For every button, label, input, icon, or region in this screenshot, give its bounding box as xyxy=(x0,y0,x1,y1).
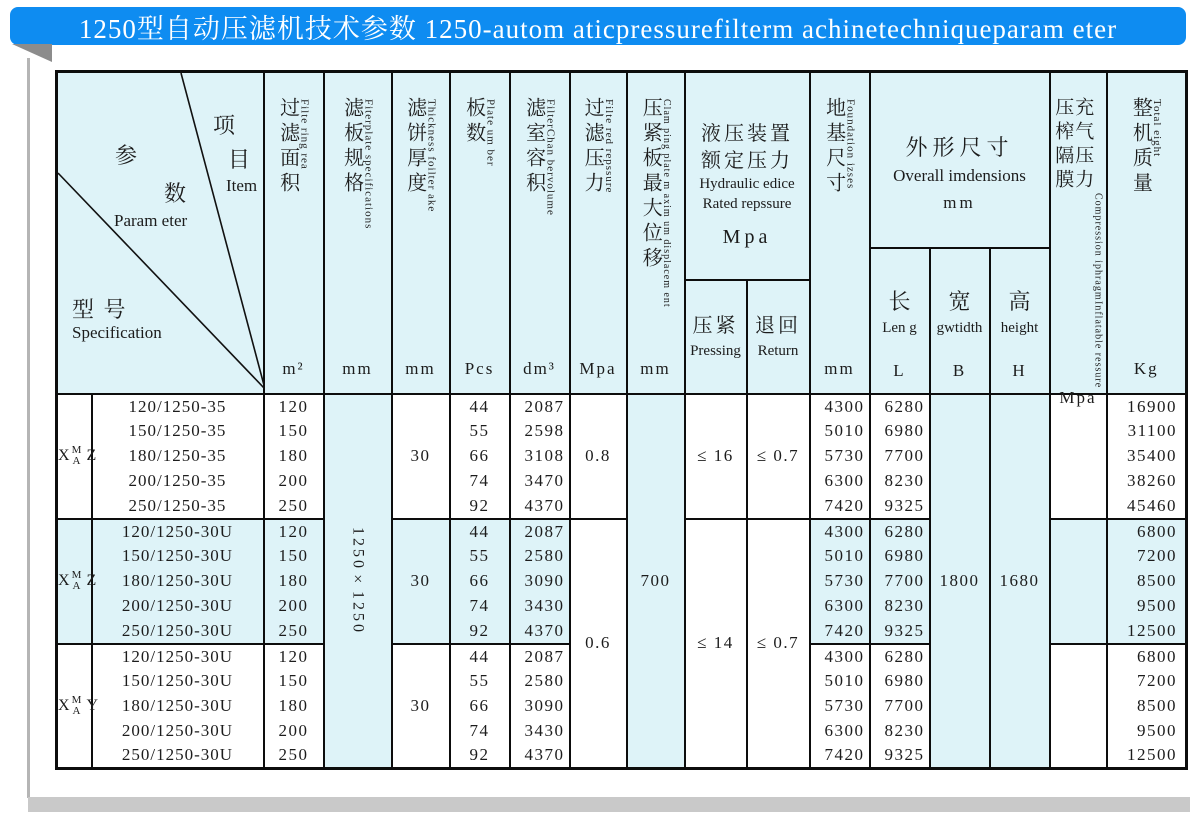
plates-cell: 55 xyxy=(450,544,510,569)
length-cell: 6980 xyxy=(870,544,930,569)
plates-cell: 74 xyxy=(450,469,510,494)
unit-label: m² xyxy=(282,359,305,378)
area-cell: 120 xyxy=(264,394,324,419)
foundation-cell: 5730 xyxy=(810,694,870,719)
length-cell: 7700 xyxy=(870,569,930,594)
weight-cell: 6800 xyxy=(1107,644,1187,669)
width-cell: 1800 xyxy=(930,394,990,769)
model-cell: 120/1250-35 xyxy=(92,394,264,419)
return-cell: ≤ 0.7 xyxy=(747,519,810,769)
plates-cell: 92 xyxy=(450,494,510,519)
length-cell: 6280 xyxy=(870,519,930,544)
length-cell: 6280 xyxy=(870,644,930,669)
weight-cell: 9500 xyxy=(1107,594,1187,619)
model-cell: 200/1250-35 xyxy=(92,469,264,494)
length-cell: 7700 xyxy=(870,444,930,469)
diaphragm-pressure-cell xyxy=(1050,644,1107,769)
volume-cell: 2087 xyxy=(510,394,570,419)
corner-item-en: Item xyxy=(226,176,258,195)
model-cell: 150/1250-35 xyxy=(92,419,264,444)
area-cell: 150 xyxy=(264,669,324,694)
unit-label: mm xyxy=(943,193,976,212)
col-header-total-weight: 整机质量 Total eight Kg xyxy=(1107,72,1187,394)
volume-cell: 2598 xyxy=(510,419,570,444)
weight-cell: 8500 xyxy=(1107,569,1187,594)
unit-label: H xyxy=(1012,360,1027,380)
weight-cell: 7200 xyxy=(1107,669,1187,694)
weight-cell: 12500 xyxy=(1107,744,1187,769)
length-cell: 9325 xyxy=(870,494,930,519)
volume-cell: 3108 xyxy=(510,444,570,469)
col-header-diaphragm-pressure: 压榨隔膜 充气压力 Compression iphragm Inflatable ressure Mpa xyxy=(1050,72,1107,394)
length-cell: 8230 xyxy=(870,594,930,619)
plates-cell: 66 xyxy=(450,694,510,719)
height-cell: 1680 xyxy=(990,394,1050,769)
area-cell: 250 xyxy=(264,494,324,519)
col-header-overall-dimensions: 外形尺寸 Overall imdensions mm xyxy=(870,72,1050,248)
horizontal-scrollbar[interactable] xyxy=(28,797,1190,812)
area-cell: 150 xyxy=(264,544,324,569)
unit-label: mm xyxy=(342,359,373,378)
corner-param-cn1: 参 xyxy=(115,143,140,168)
col-header-pressing: 压紧 Pressing xyxy=(685,280,747,394)
weight-cell: 31100 xyxy=(1107,419,1187,444)
model-series-label: X M A Z xyxy=(57,394,92,519)
corner-item-cn2: 目 xyxy=(228,147,253,172)
foundation-cell: 4300 xyxy=(810,519,870,544)
unit-label: mm xyxy=(405,359,436,378)
thickness-cell: 30 xyxy=(392,644,450,769)
unit-label: L xyxy=(893,360,906,380)
foundation-cell: 4300 xyxy=(810,394,870,419)
area-cell: 250 xyxy=(264,744,324,769)
plates-cell: 66 xyxy=(450,444,510,469)
area-cell: 200 xyxy=(264,594,324,619)
plates-cell: 44 xyxy=(450,519,510,544)
unit-label: Kg xyxy=(1133,359,1159,378)
foundation-cell: 5730 xyxy=(810,569,870,594)
model-cell: 120/1250-30U xyxy=(92,644,264,669)
foundation-cell: 7420 xyxy=(810,494,870,519)
area-cell: 200 xyxy=(264,719,324,744)
area-cell: 180 xyxy=(264,444,324,469)
model-cell: 180/1250-30U xyxy=(92,569,264,594)
filter-pressure-cell: 0.8 xyxy=(570,394,627,519)
weight-cell: 16900 xyxy=(1107,394,1187,419)
volume-cell: 4370 xyxy=(510,619,570,644)
plates-cell: 74 xyxy=(450,594,510,619)
model-cell: 120/1250-30U xyxy=(92,519,264,544)
title-banner xyxy=(10,7,1186,45)
corner-item-cn1: 项 xyxy=(213,113,238,138)
plates-cell: 66 xyxy=(450,569,510,594)
thickness-cell: 30 xyxy=(392,394,450,519)
corner-param-cn2: 数 xyxy=(164,181,189,206)
plates-cell: 44 xyxy=(450,644,510,669)
col-header-return: 退回 Return xyxy=(747,280,810,394)
model-cell: 250/1250-30U xyxy=(92,744,264,769)
volume-cell: 2580 xyxy=(510,544,570,569)
plates-cell: 44 xyxy=(450,394,510,419)
length-cell: 6980 xyxy=(870,669,930,694)
volume-cell: 4370 xyxy=(510,494,570,519)
model-cell: 250/1250-30U xyxy=(92,619,264,644)
volume-cell: 2087 xyxy=(510,519,570,544)
weight-cell: 6800 xyxy=(1107,519,1187,544)
corner-spec-cn: 型 号 xyxy=(72,297,128,322)
col-header-width: 宽 gwtidth B xyxy=(930,248,990,394)
foundation-cell: 5010 xyxy=(810,419,870,444)
foundation-cell: 6300 xyxy=(810,469,870,494)
corner-spec-en: Specification xyxy=(72,323,162,342)
foundation-cell: 6300 xyxy=(810,594,870,619)
plates-cell: 74 xyxy=(450,719,510,744)
unit-label: Mpa xyxy=(1059,387,1097,407)
foundation-cell: 4300 xyxy=(810,644,870,669)
table-row xyxy=(57,394,1187,419)
plate-spec-cell: 1250×1250 xyxy=(324,394,392,769)
unit-label: Mpa xyxy=(722,226,772,248)
filter-pressure-cell: 0.6 xyxy=(570,519,627,769)
unit-label: mm xyxy=(824,359,855,378)
length-cell: 8230 xyxy=(870,469,930,494)
volume-cell: 3430 xyxy=(510,594,570,619)
area-cell: 200 xyxy=(264,469,324,494)
weight-cell: 38260 xyxy=(1107,469,1187,494)
foundation-cell: 5010 xyxy=(810,544,870,569)
plates-cell: 55 xyxy=(450,419,510,444)
ribbon-fold xyxy=(12,44,52,62)
col-header-filtering-area: 过滤面积 Filte ring rea m² xyxy=(264,72,324,394)
weight-cell: 45460 xyxy=(1107,494,1187,519)
col-header-plate-spec: 滤板规格 Fiterplate specifications mm xyxy=(324,72,392,394)
pressing-cell: ≤ 16 xyxy=(685,394,747,519)
weight-cell: 8500 xyxy=(1107,694,1187,719)
volume-cell: 2580 xyxy=(510,669,570,694)
volume-cell: 2087 xyxy=(510,644,570,669)
length-cell: 9325 xyxy=(870,744,930,769)
pressing-cell: ≤ 14 xyxy=(685,519,747,769)
thickness-cell: 30 xyxy=(392,519,450,644)
foundation-cell: 7420 xyxy=(810,619,870,644)
volume-cell: 3090 xyxy=(510,694,570,719)
model-cell: 180/1250-35 xyxy=(92,444,264,469)
diaphragm-pressure-cell xyxy=(1050,519,1107,644)
model-cell: 200/1250-30U xyxy=(92,719,264,744)
area-cell: 120 xyxy=(264,519,324,544)
area-cell: 150 xyxy=(264,419,324,444)
length-cell: 6280 xyxy=(870,394,930,419)
area-cell: 180 xyxy=(264,569,324,594)
col-header-length: 长 Len g L xyxy=(870,248,930,394)
plates-cell: 92 xyxy=(450,619,510,644)
col-header-height: 高 height H xyxy=(990,248,1050,394)
unit-label: dm³ xyxy=(523,359,556,378)
model-cell: 150/1250-30U xyxy=(92,544,264,569)
return-cell: ≤ 0.7 xyxy=(747,394,810,519)
weight-cell: 12500 xyxy=(1107,619,1187,644)
col-header-cake-thickness: 滤饼厚度 Thickness foilter ake mm xyxy=(392,72,450,394)
model-cell: 150/1250-30U xyxy=(92,669,264,694)
volume-cell: 4370 xyxy=(510,744,570,769)
foundation-cell: 7420 xyxy=(810,744,870,769)
model-cell: 180/1250-30U xyxy=(92,694,264,719)
weight-cell: 35400 xyxy=(1107,444,1187,469)
corner-param-en: Param eter xyxy=(114,211,188,230)
area-cell: 250 xyxy=(264,619,324,644)
length-cell: 8230 xyxy=(870,719,930,744)
table-body xyxy=(57,394,1187,769)
foundation-cell: 5730 xyxy=(810,444,870,469)
weight-cell: 7200 xyxy=(1107,544,1187,569)
volume-cell: 3090 xyxy=(510,569,570,594)
unit-label: B xyxy=(952,360,967,380)
unit-label: Pcs xyxy=(464,359,495,378)
volume-cell: 3470 xyxy=(510,469,570,494)
col-header-foundation: 地基尺寸 Foundation izses mm xyxy=(810,72,870,394)
plates-cell: 55 xyxy=(450,669,510,694)
displacement-cell: 700 xyxy=(627,394,685,769)
foundation-cell: 5010 xyxy=(810,669,870,694)
col-header-plate-number: 板数 Plate um ber Pcs xyxy=(450,72,510,394)
page-edge-line xyxy=(27,58,30,798)
corner-header xyxy=(57,72,264,394)
length-cell: 7700 xyxy=(870,694,930,719)
col-header-hydraulic: 液压装置 额定压力 Hydraulic edice Rated repssure Mpa xyxy=(685,72,810,280)
model-series-label: X M A Y xyxy=(57,644,92,769)
unit-label: mm xyxy=(640,359,671,378)
col-header-max-displacement: 压紧板最大位移 Clam ping plate m axim um displacem ent mm xyxy=(627,72,685,394)
plates-cell: 92 xyxy=(450,744,510,769)
unit-label: Mpa xyxy=(579,359,617,378)
spec-table xyxy=(55,70,1188,770)
model-series-label: X M A Z xyxy=(57,519,92,644)
model-cell: 200/1250-30U xyxy=(92,594,264,619)
area-cell: 120 xyxy=(264,644,324,669)
page-title: 1250型自动压滤机技术参数 1250-autom aticpressurefilterm achinetechniqueparam eter xyxy=(78,13,1118,44)
col-header-chamber-volume: 滤室容积 FilterChan bervolume dm³ xyxy=(510,72,570,394)
model-cell: 250/1250-35 xyxy=(92,494,264,519)
area-cell: 180 xyxy=(264,694,324,719)
length-cell: 9325 xyxy=(870,619,930,644)
col-header-filter-pressure: 过滤压力 Filte red repssure Mpa xyxy=(570,72,627,394)
length-cell: 6980 xyxy=(870,419,930,444)
foundation-cell: 6300 xyxy=(810,719,870,744)
volume-cell: 3430 xyxy=(510,719,570,744)
weight-cell: 9500 xyxy=(1107,719,1187,744)
